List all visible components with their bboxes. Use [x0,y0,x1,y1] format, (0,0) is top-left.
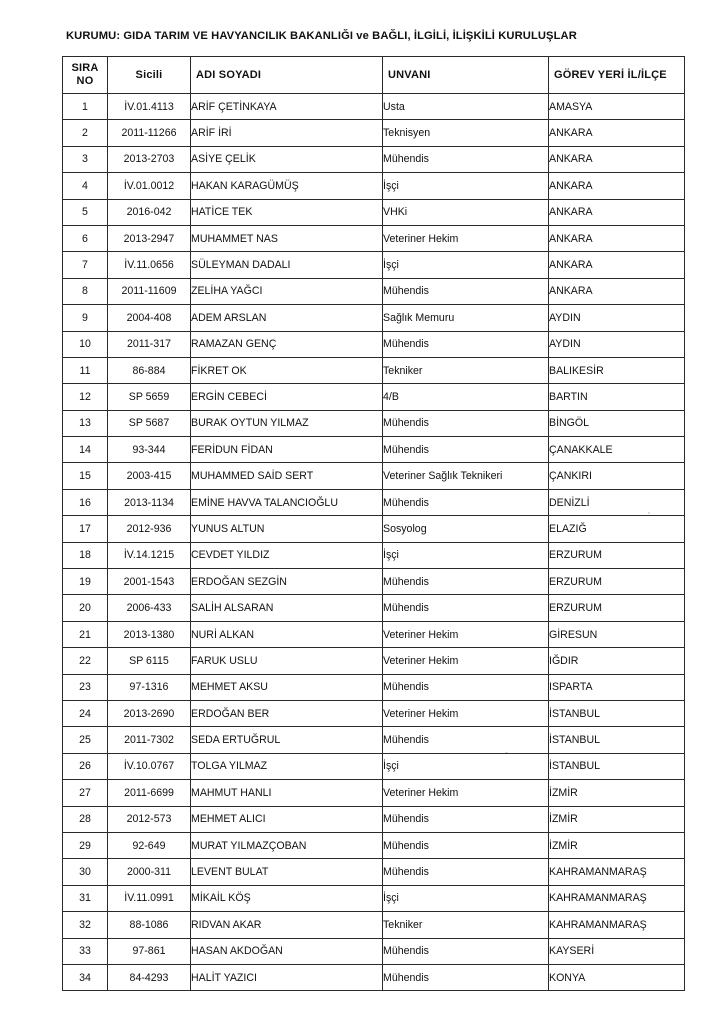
cell-adi-soyadi: ERGİN CEBECİ [191,384,383,410]
cell-sicil: 2013-2690 [108,700,191,726]
cell-sira-no: 31 [63,885,108,911]
column-header-sira-line1: SIRA [71,62,99,75]
cell-unvani: 4/B [383,384,549,410]
column-header-unvani: UNVANI [383,57,549,94]
cell-unvani: İşçi [383,753,549,779]
table-row [63,938,685,964]
cell-gorev-yeri: ERZURUM [549,542,685,568]
table-row [63,516,685,542]
cell-gorev-yeri: ISPARTA [549,674,685,700]
column-header-gorev-yeri: GÖREV YERİ İL/İLÇE [549,57,685,94]
cell-sira-no: 23 [63,674,108,700]
cell-sira-no: 4 [63,173,108,199]
cell-adi-soyadi: MEHMET AKSU [191,674,383,700]
cell-unvani: Veteriner Hekim [383,648,549,674]
cell-gorev-yeri: KAHRAMANMARAŞ [549,885,685,911]
cell-sicil: 86-884 [108,357,191,383]
cell-sira-no: 22 [63,648,108,674]
table-row [63,410,685,436]
cell-unvani: Mühendis [383,146,549,172]
cell-unvani: Mühendis [383,727,549,753]
cell-unvani: Veteriner Hekim [383,700,549,726]
cell-gorev-yeri: BALIKESİR [549,357,685,383]
cell-sicil: 2012-936 [108,516,191,542]
column-header-sicil: Sicili [108,57,191,94]
cell-sira-no: 27 [63,780,108,806]
cell-sira-no: 34 [63,964,108,990]
table-row [63,463,685,489]
cell-adi-soyadi: ADEM ARSLAN [191,305,383,331]
cell-adi-soyadi: ARİF ÇETİNKAYA [191,94,383,120]
cell-gorev-yeri: İZMİR [549,806,685,832]
cell-adi-soyadi: BURAK OYTUN YILMAZ [191,410,383,436]
cell-sicil: 2013-2703 [108,146,191,172]
table-row [63,331,685,357]
table-row [63,780,685,806]
cell-sira-no: 3 [63,146,108,172]
cell-sicil: 2006-433 [108,595,191,621]
cell-sicil: İV.11.0656 [108,252,191,278]
cell-sira-no: 1 [63,94,108,120]
cell-adi-soyadi: ARİF İRİ [191,120,383,146]
cell-adi-soyadi: LEVENT BULAT [191,859,383,885]
cell-sicil: İV.14.1215 [108,542,191,568]
cell-sicil: 97-1316 [108,674,191,700]
cell-gorev-yeri: ÇANAKKALE [549,437,685,463]
cell-sira-no: 7 [63,252,108,278]
cell-adi-soyadi: FERİDUN FİDAN [191,437,383,463]
table-row [63,885,685,911]
cell-sira-no: 28 [63,806,108,832]
cell-sicil: 2011-317 [108,331,191,357]
cell-gorev-yeri: İSTANBUL [549,700,685,726]
column-header-sira-no [63,57,108,94]
cell-sicil: İV.11.0991 [108,885,191,911]
cell-adi-soyadi: NURİ ALKAN [191,621,383,647]
cell-unvani: Mühendis [383,964,549,990]
cell-sira-no: 18 [63,542,108,568]
cell-adi-soyadi: SEDA ERTUĞRUL [191,727,383,753]
cell-gorev-yeri: İZMİR [549,780,685,806]
scan-artifact [648,512,650,514]
cell-gorev-yeri: ANKARA [549,146,685,172]
cell-gorev-yeri: BİNGÖL [549,410,685,436]
cell-sira-no: 17 [63,516,108,542]
cell-sicil: 2000-311 [108,859,191,885]
cell-sira-no: 15 [63,463,108,489]
cell-adi-soyadi: MİKAİL KÖŞ [191,885,383,911]
cell-sicil: 2013-1134 [108,489,191,515]
cell-unvani: Veteriner Hekim [383,780,549,806]
cell-gorev-yeri: GİRESUN [549,621,685,647]
cell-unvani: Usta [383,94,549,120]
table-row [63,700,685,726]
cell-sicil: 2011-7302 [108,727,191,753]
column-header-adi-soyadi: ADI SOYADI [191,57,383,94]
cell-sicil: 93-344 [108,437,191,463]
cell-sira-no: 5 [63,199,108,225]
cell-sicil: İV.01.4113 [108,94,191,120]
page-title: KURUMU: GIDA TARIM VE HAVYANCILIK BAKANLIĞI ve BAĞLI, İLGİLİ, İLİŞKİLİ KURULUŞLAR [66,30,577,42]
cell-sicil: 92-649 [108,832,191,858]
table-row [63,173,685,199]
table-row [63,489,685,515]
cell-unvani: İşçi [383,252,549,278]
table-row [63,859,685,885]
cell-sira-no: 8 [63,278,108,304]
cell-adi-soyadi: MUHAMMED SAİD SERT [191,463,383,489]
cell-sicil: SP 5687 [108,410,191,436]
column-header-sira-line2: NO [76,75,94,87]
cell-sira-no: 2 [63,120,108,146]
cell-gorev-yeri: ANKARA [549,173,685,199]
cell-unvani: Mühendis [383,674,549,700]
cell-adi-soyadi: EMİNE HAVVA TALANCIOĞLU [191,489,383,515]
table-body [63,94,685,991]
cell-adi-soyadi: ERDOĞAN SEZGİN [191,569,383,595]
cell-adi-soyadi: RIDVAN AKAR [191,912,383,938]
cell-sira-no: 20 [63,595,108,621]
cell-gorev-yeri: ÇANKIRI [549,463,685,489]
cell-unvani: Veteriner Sağlık Teknikeri [383,463,549,489]
cell-unvani: Mühendis [383,410,549,436]
cell-sira-no: 13 [63,410,108,436]
cell-sicil: 2011-11266 [108,120,191,146]
table-row [63,569,685,595]
scan-artifact [505,752,508,754]
personnel-table [62,56,685,991]
cell-sira-no: 14 [63,437,108,463]
cell-adi-soyadi: RAMAZAN GENÇ [191,331,383,357]
cell-sira-no: 24 [63,700,108,726]
cell-gorev-yeri: BARTIN [549,384,685,410]
cell-unvani: Mühendis [383,331,549,357]
cell-adi-soyadi: MAHMUT HANLI [191,780,383,806]
table-row [63,595,685,621]
cell-sira-no: 21 [63,621,108,647]
cell-unvani: VHKi [383,199,549,225]
table-row [63,225,685,251]
cell-gorev-yeri: ANKARA [549,252,685,278]
cell-sira-no: 26 [63,753,108,779]
cell-gorev-yeri: ANKARA [549,225,685,251]
cell-sicil: 2013-2947 [108,225,191,251]
cell-gorev-yeri: KAYSERİ [549,938,685,964]
cell-sira-no: 30 [63,859,108,885]
cell-adi-soyadi: FİKRET OK [191,357,383,383]
table-row [63,964,685,990]
table-row [63,252,685,278]
cell-adi-soyadi: YUNUS ALTUN [191,516,383,542]
cell-unvani: Mühendis [383,489,549,515]
cell-gorev-yeri: IĞDIR [549,648,685,674]
cell-gorev-yeri: AYDIN [549,305,685,331]
cell-sicil: 2011-6699 [108,780,191,806]
cell-unvani: Mühendis [383,278,549,304]
cell-sicil: İV.01.0012 [108,173,191,199]
cell-gorev-yeri: ANKARA [549,120,685,146]
cell-gorev-yeri: DENİZLİ [549,489,685,515]
cell-unvani: Tekniker [383,357,549,383]
table-row [63,806,685,832]
cell-sicil: İV.10.0767 [108,753,191,779]
cell-adi-soyadi: SALİH ALSARAN [191,595,383,621]
cell-adi-soyadi: HASAN AKDOĞAN [191,938,383,964]
cell-unvani: Veteriner Hekim [383,621,549,647]
cell-unvani: Mühendis [383,437,549,463]
cell-sira-no: 19 [63,569,108,595]
cell-adi-soyadi: MUHAMMET NAS [191,225,383,251]
cell-sicil: SP 6115 [108,648,191,674]
cell-gorev-yeri: KAHRAMANMARAŞ [549,859,685,885]
cell-adi-soyadi: MURAT YILMAZÇOBAN [191,832,383,858]
cell-sira-no: 32 [63,912,108,938]
table-row [63,648,685,674]
cell-sira-no: 16 [63,489,108,515]
table-row [63,199,685,225]
cell-adi-soyadi: CEVDET YILDIZ [191,542,383,568]
cell-sicil: 2013-1380 [108,621,191,647]
cell-gorev-yeri: İSTANBUL [549,727,685,753]
cell-sicil: 2016-042 [108,199,191,225]
table-row [63,146,685,172]
cell-sicil: 2003-415 [108,463,191,489]
table-row [63,278,685,304]
table-row [63,912,685,938]
cell-unvani: Mühendis [383,569,549,595]
cell-sira-no: 29 [63,832,108,858]
cell-sicil: SP 5659 [108,384,191,410]
cell-unvani: İşçi [383,173,549,199]
cell-sicil: 2012-573 [108,806,191,832]
cell-gorev-yeri: ERZURUM [549,595,685,621]
cell-adi-soyadi: MEHMET ALICI [191,806,383,832]
cell-sira-no: 25 [63,727,108,753]
cell-adi-soyadi: SÜLEYMAN DADALI [191,252,383,278]
cell-unvani: Mühendis [383,859,549,885]
cell-adi-soyadi: ERDOĞAN BER [191,700,383,726]
table-row [63,120,685,146]
table-row [63,674,685,700]
cell-unvani: Mühendis [383,832,549,858]
cell-sicil: 2004-408 [108,305,191,331]
cell-sicil: 84-4293 [108,964,191,990]
cell-adi-soyadi: ZELİHA YAĞCI [191,278,383,304]
table-row [63,727,685,753]
cell-sicil: 88-1086 [108,912,191,938]
cell-gorev-yeri: İZMİR [549,832,685,858]
table-row [63,94,685,120]
table-row [63,832,685,858]
cell-unvani: Sosyolog [383,516,549,542]
cell-adi-soyadi: HALİT YAZICI [191,964,383,990]
cell-gorev-yeri: ELAZIĞ [549,516,685,542]
cell-sira-no: 6 [63,225,108,251]
cell-sicil: 2001-1543 [108,569,191,595]
cell-gorev-yeri: AMASYA [549,94,685,120]
table-row [63,357,685,383]
cell-adi-soyadi: HATİCE TEK [191,199,383,225]
table-row [63,542,685,568]
cell-unvani: Sağlık Memuru [383,305,549,331]
cell-unvani: Tekniker [383,912,549,938]
cell-unvani: Mühendis [383,595,549,621]
cell-unvani: Mühendis [383,806,549,832]
cell-gorev-yeri: ANKARA [549,199,685,225]
cell-adi-soyadi: ASİYE ÇELİK [191,146,383,172]
cell-unvani: Veteriner Hekim [383,225,549,251]
cell-sira-no: 11 [63,357,108,383]
cell-unvani: Teknisyen [383,120,549,146]
cell-sira-no: 9 [63,305,108,331]
table-header-row [63,57,685,94]
cell-unvani: Mühendis [383,938,549,964]
table-row [63,621,685,647]
cell-adi-soyadi: HAKAN KARAGÜMÜŞ [191,173,383,199]
table-row [63,384,685,410]
cell-gorev-yeri: ERZURUM [549,569,685,595]
cell-adi-soyadi: FARUK USLU [191,648,383,674]
cell-unvani: İşçi [383,542,549,568]
cell-gorev-yeri: KONYA [549,964,685,990]
table-header [63,57,685,94]
cell-gorev-yeri: ANKARA [549,278,685,304]
cell-sicil: 97-861 [108,938,191,964]
cell-gorev-yeri: AYDIN [549,331,685,357]
cell-gorev-yeri: İSTANBUL [549,753,685,779]
cell-sira-no: 12 [63,384,108,410]
cell-gorev-yeri: KAHRAMANMARAŞ [549,912,685,938]
table-row [63,305,685,331]
cell-adi-soyadi: TOLGA YILMAZ [191,753,383,779]
cell-sira-no: 10 [63,331,108,357]
cell-unvani: İşçi [383,885,549,911]
cell-sira-no: 33 [63,938,108,964]
table-row [63,437,685,463]
table-row [63,753,685,779]
cell-sicil: 2011-11609 [108,278,191,304]
